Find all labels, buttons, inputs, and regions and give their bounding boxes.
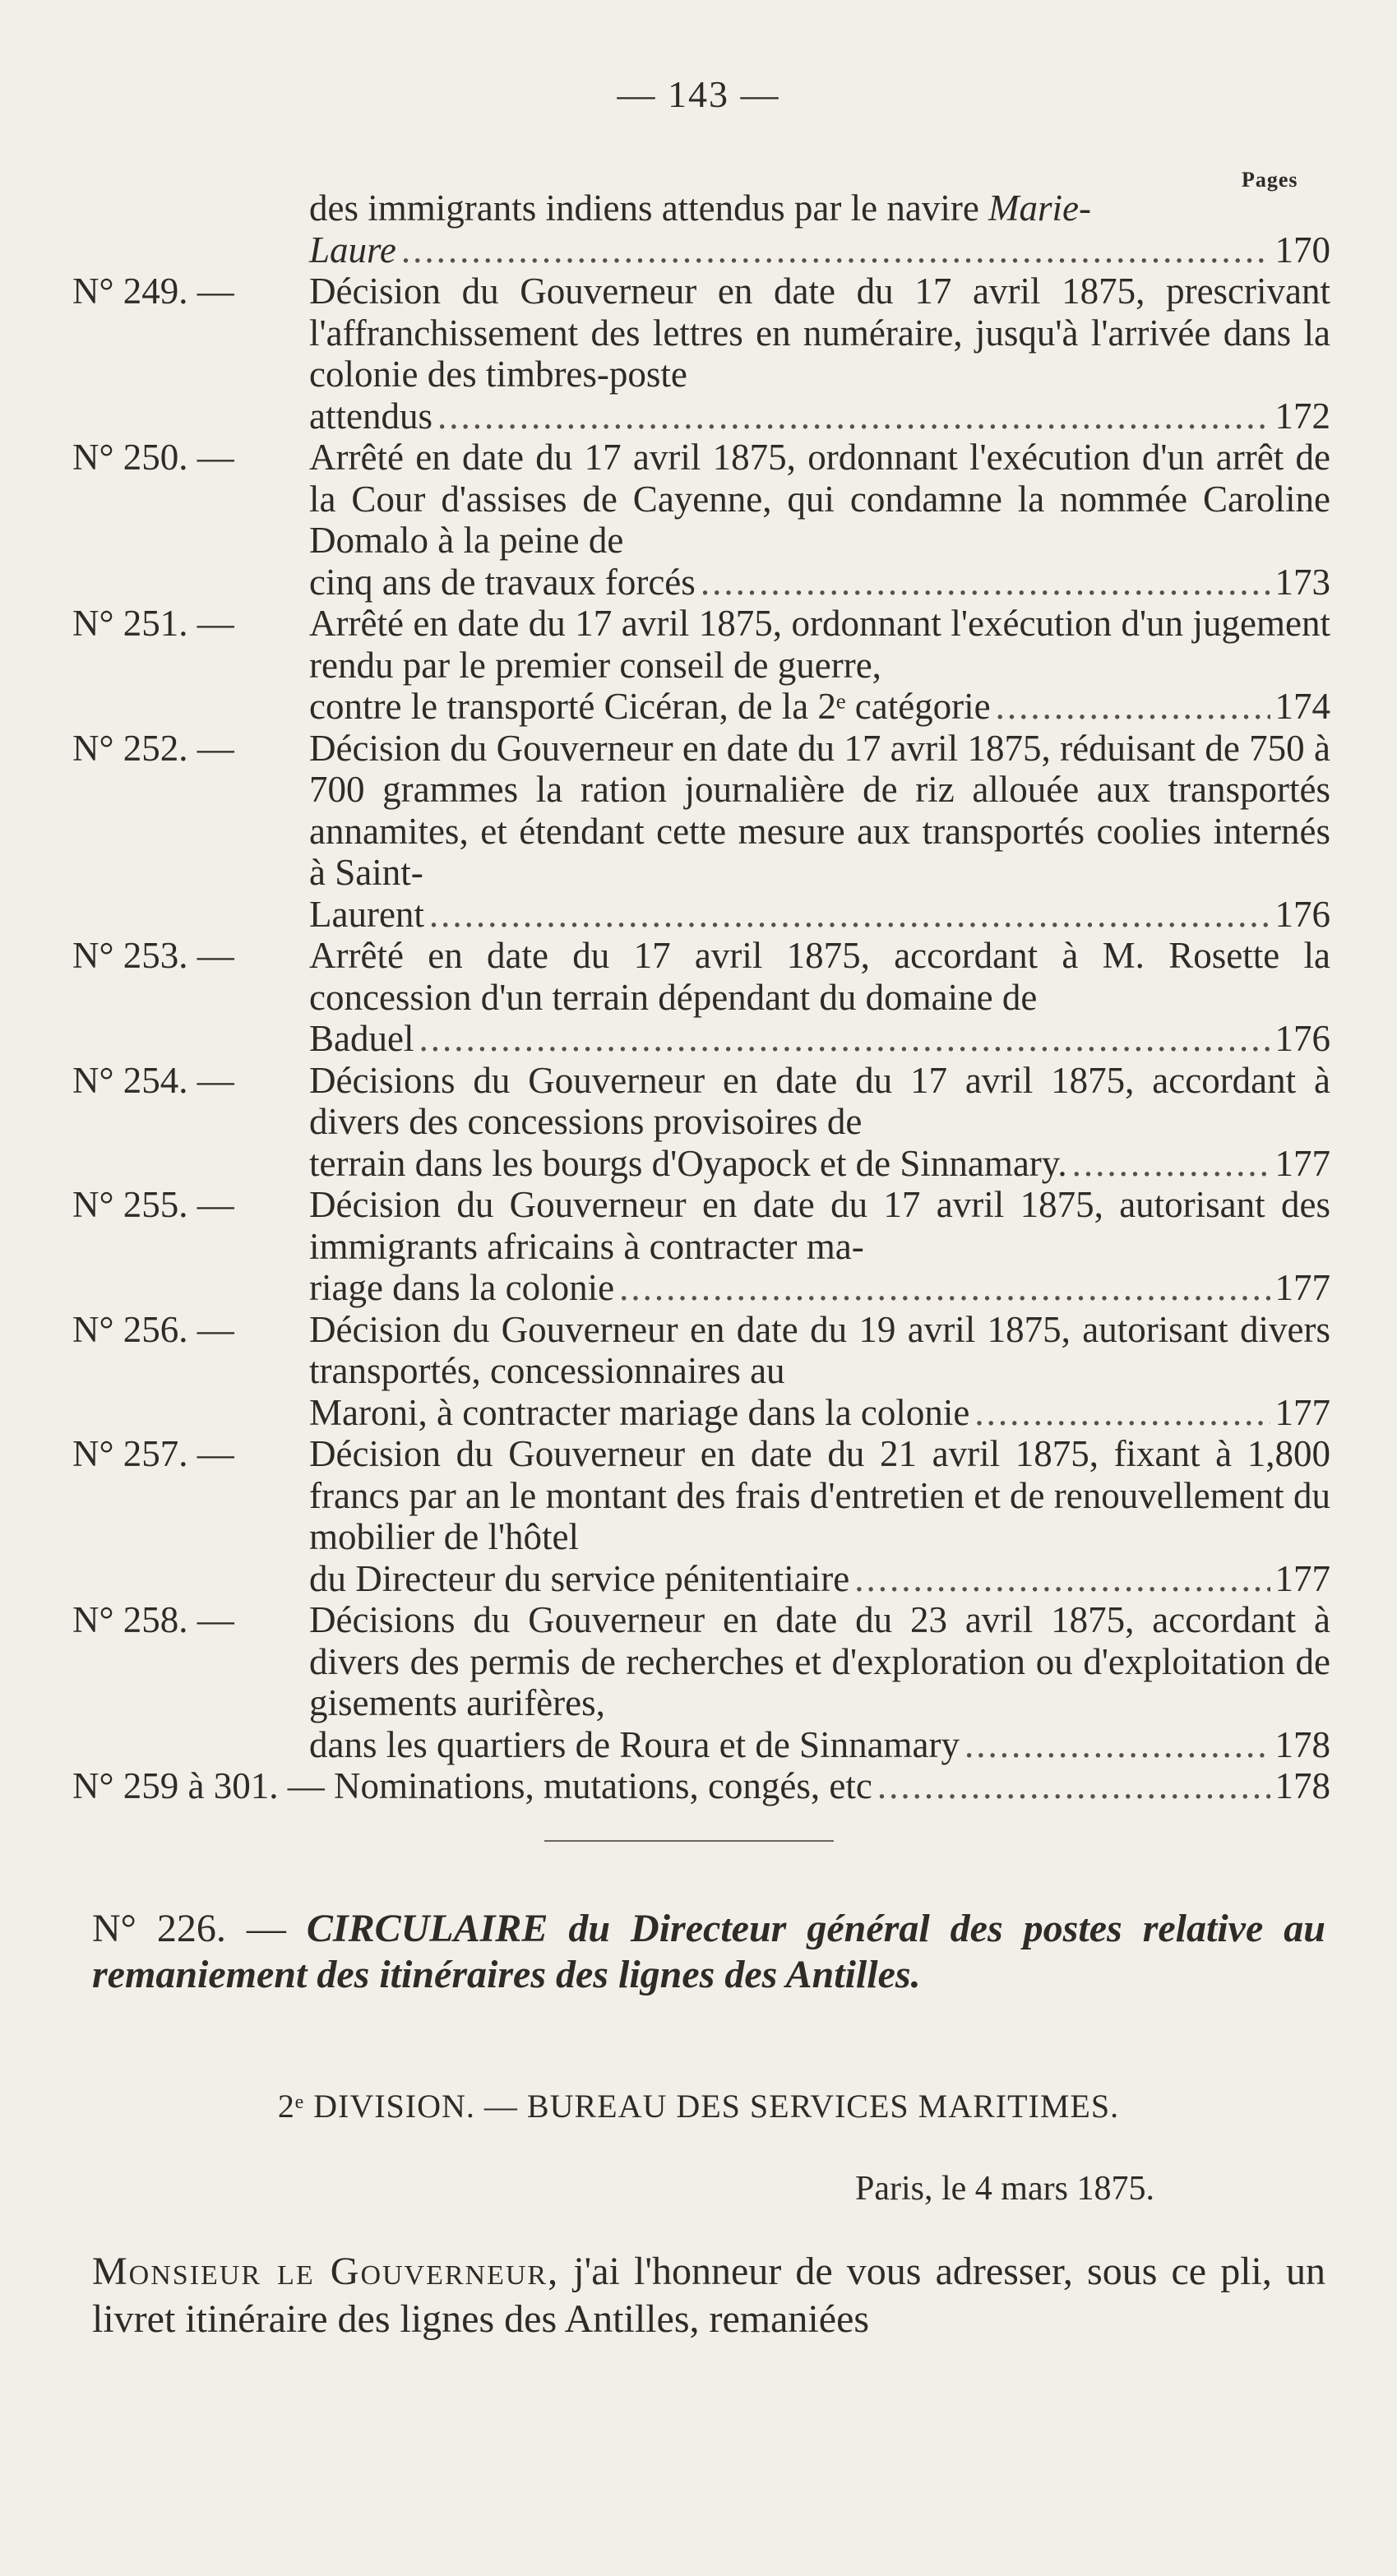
ship-name: Marie- xyxy=(988,187,1092,229)
entry-last-text: terrain dans les bourgs d'Oyapock et de Sinnamary. xyxy=(309,1142,1067,1184)
entry-page: 170 xyxy=(1274,229,1330,271)
toc-entry xyxy=(72,603,1330,728)
toc-entry xyxy=(72,1184,1330,1309)
salutation: Monsieur le Gouverneur, xyxy=(92,2250,560,2293)
paragraph-text: j'ai l'honneur de vous adresser, sous ce pli, un livret itinéraire des lignes des Antilles, remaniées xyxy=(92,2250,1326,2341)
entry-last-text: cinq ans de travaux forcés xyxy=(309,561,696,603)
toc-entry xyxy=(72,935,1330,1060)
entry-text: Décision du Gouverneur en date du 17 avril 1875, autorisant des immigrants africains à contracter ma- xyxy=(309,1184,1330,1267)
toc-entry xyxy=(72,1060,1330,1185)
entry-page: 173 xyxy=(1274,561,1330,603)
entry-last-line xyxy=(309,1558,1330,1600)
entry-text xyxy=(309,187,1330,229)
entry-last-text: Laure xyxy=(309,229,396,271)
leader-dots xyxy=(854,1558,1270,1600)
entry-page: 176 xyxy=(1274,1018,1330,1059)
leader-dots xyxy=(401,229,1270,271)
page-number: — 143 — xyxy=(617,73,780,115)
toc-entry xyxy=(72,728,1330,936)
toc-entry xyxy=(72,1309,1330,1434)
entry-last-line xyxy=(309,1724,1330,1766)
toc-entry xyxy=(72,1599,1330,1765)
entry-last-line xyxy=(309,894,1330,936)
entry-page: 176 xyxy=(1274,893,1330,935)
entry-page: 177 xyxy=(1274,1557,1330,1599)
toc-entry xyxy=(72,1433,1330,1599)
entry-last-text: Maroni, à contracter mariage dans la colonie xyxy=(309,1391,970,1433)
entry-last-text: attendus xyxy=(309,395,433,437)
circular-number: N° 226. — xyxy=(92,1907,307,1950)
entry-page: 178 xyxy=(1274,1765,1330,1806)
entry-last-text: Baduel xyxy=(309,1018,414,1059)
entry-last-line xyxy=(309,686,1330,728)
letter-paragraph xyxy=(92,2248,1325,2343)
circular-heading xyxy=(92,1906,1325,1998)
leader-dots xyxy=(964,1724,1270,1766)
entry-text: Arrêté en date du 17 avril 1875, accordant à M. Rosette la concession d'un terrain dépendant du domaine de xyxy=(309,935,1330,1018)
table-of-contents xyxy=(72,187,1330,1807)
entry-last-line xyxy=(309,1392,1330,1434)
entry-last-text: contre le transporté Cicéran, de la 2ᵉ catégorie xyxy=(309,686,991,727)
leader-dots xyxy=(437,395,1270,437)
entry-page: 177 xyxy=(1274,1142,1330,1184)
entry-last-text: dans les quartiers de Roura et de Sinnamary xyxy=(309,1723,960,1765)
division-line: 2ᵉ DIVISION. — BUREAU DES SERVICES MARITIMES. xyxy=(277,2088,1120,2125)
entry-text: Décision du Gouverneur en date du 19 avril 1875, autorisant divers transportés, concessionnaires au xyxy=(309,1308,1330,1391)
entry-last-line xyxy=(309,562,1330,604)
entry-number: N° 249. — xyxy=(72,271,234,312)
entry-number: N° 257. — xyxy=(72,1433,234,1474)
entry-text-part: des immigrants indiens attendus par le navire xyxy=(309,187,989,229)
entry-page: 177 xyxy=(1274,1267,1330,1308)
place-date: Paris, le 4 mars 1875. xyxy=(855,2170,1154,2208)
pages-column-header: Pages xyxy=(1242,168,1298,192)
entry-text: Décisions du Gouverneur en date du 23 avril 1875, accordant à divers des permis de recherches et d'exploration ou d'exploitation de gisements aurifères, xyxy=(309,1599,1330,1723)
leader-dots xyxy=(419,1018,1270,1060)
entry-text: Arrêté en date du 17 avril 1875, ordonnant l'exécution d'un arrêt de la Cour d'assises de Cayenne, qui condamne la nommée Caroline Domalo à la peine de xyxy=(309,437,1330,561)
toc-entry xyxy=(72,271,1330,437)
entry-text: Décision du Gouverneur en date du 17 avril 1875, prescrivant l'affranchissement des lettres en numéraire, jusqu'à l'arrivée dans la colonie des timbres-poste xyxy=(309,271,1330,395)
entry-last-line xyxy=(309,1143,1330,1185)
entry-text: Arrêté en date du 17 avril 1875, ordonnant l'exécution d'un jugement rendu par le premier conseil de guerre, xyxy=(309,603,1330,686)
entry-last-line xyxy=(309,229,1330,271)
entry-page: 178 xyxy=(1274,1723,1330,1765)
entry-last-text: du Directeur du service pénitentiaire xyxy=(309,1557,850,1599)
leader-dots xyxy=(996,686,1270,728)
leader-dots xyxy=(1072,1143,1270,1185)
section-divider xyxy=(544,1840,834,1842)
toc-entry-continuation xyxy=(72,187,1330,271)
toc-entry xyxy=(72,437,1330,603)
entry-number: N° 251. — xyxy=(72,603,234,644)
entry-text: Décision du Gouverneur en date du 21 avril 1875, fixant à 1,800 francs par an le montant des frais d'entretien et de renouvellement du mobilier de l'hôtel xyxy=(309,1433,1330,1557)
entry-text: Décision du Gouverneur en date du 17 avril 1875, réduisant de 750 à 700 grammes la ration journalière de riz allouée aux transportés annamites, et étendant cette mesure aux transportés coolies internés à Saint- xyxy=(309,727,1330,893)
entry-number: N° 252. — xyxy=(72,727,234,769)
entry-last-line xyxy=(309,1267,1330,1309)
entry-page: 174 xyxy=(1274,686,1330,727)
entry-number: N° 254. — xyxy=(72,1059,234,1101)
entry-last-line xyxy=(309,395,1330,437)
entry-number: N° 250. — xyxy=(72,437,234,478)
entry-last-text: Laurent xyxy=(309,893,424,935)
circular-title: CIRCULAIRE du Directeur général des postes relative au remaniement des itinéraires des lignes des Antilles. xyxy=(92,1907,1325,1996)
leader-dots xyxy=(429,894,1270,936)
leader-dots xyxy=(974,1392,1270,1434)
entry-last-text: riage dans la colonie xyxy=(309,1267,615,1308)
leader-dots xyxy=(701,562,1270,604)
entry-number: N° 256. — xyxy=(72,1308,234,1350)
entry-page: 177 xyxy=(1274,1391,1330,1433)
toc-entry-final xyxy=(72,1765,1330,1807)
leader-dots xyxy=(877,1765,1270,1807)
entry-number: N° 253. — xyxy=(72,935,234,976)
entry-number: N° 258. — xyxy=(72,1599,234,1640)
leader-dots xyxy=(619,1267,1270,1309)
entry-last-line xyxy=(309,1018,1330,1060)
entry-page: 172 xyxy=(1274,395,1330,437)
entry-number: N° 255. — xyxy=(72,1184,234,1225)
entry-last-text: N° 259 à 301. — Nominations, mutations, congés, etc xyxy=(72,1765,872,1806)
entry-last-line xyxy=(72,1765,1330,1807)
entry-text: Décisions du Gouverneur en date du 17 avril 1875, accordant à divers des concessions provisoires de xyxy=(309,1059,1330,1142)
